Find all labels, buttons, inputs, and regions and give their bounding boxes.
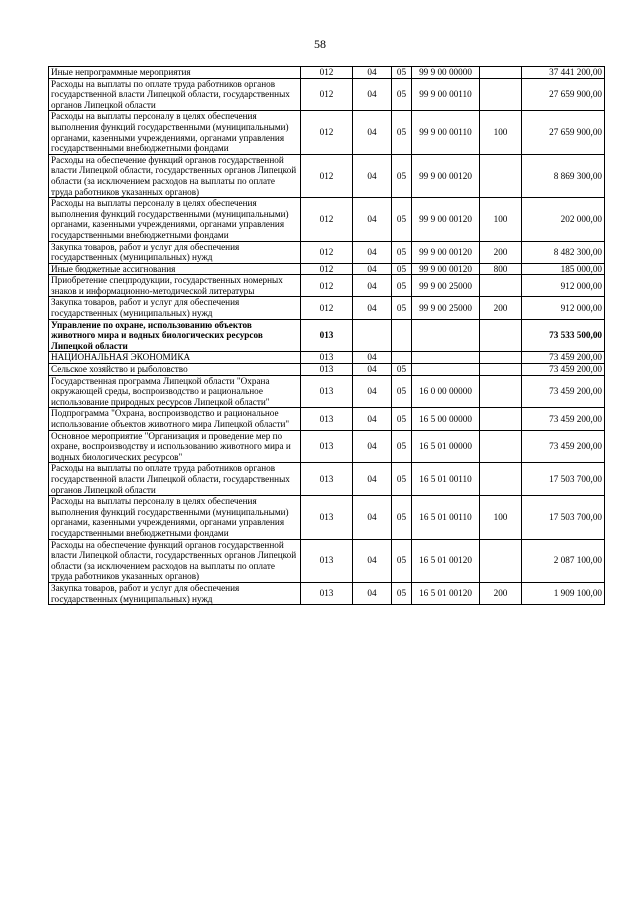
section-code: 04	[353, 67, 392, 79]
amount: 27 659 900,00	[522, 78, 605, 111]
subsection-code: 05	[392, 263, 412, 275]
expense-name: Приобретение спецпродукции, государственных номерных знаков и информационно-методической литературы	[49, 275, 301, 297]
section-code: 04	[353, 463, 392, 496]
amount: 37 441 200,00	[522, 67, 605, 79]
budget-table	[48, 66, 605, 605]
admin-code: 013	[301, 364, 353, 376]
admin-code: 012	[301, 198, 353, 241]
expense-type-code: 100	[480, 496, 522, 539]
amount: 73 459 200,00	[522, 408, 605, 430]
expense-name: Сельское хозяйство и рыболовство	[49, 364, 301, 376]
target-article-code: 99 9 00 25000	[412, 275, 480, 297]
amount: 912 000,00	[522, 275, 605, 297]
admin-code: 012	[301, 263, 353, 275]
table-row	[49, 263, 605, 275]
table-row	[49, 582, 605, 604]
section-code: 04	[353, 408, 392, 430]
expense-name: НАЦИОНАЛЬНАЯ ЭКОНОМИКА	[49, 352, 301, 364]
expense-name: Иные непрограммные мероприятия	[49, 67, 301, 79]
section-code: 04	[353, 241, 392, 263]
target-article-code: 99 9 00 00120	[412, 241, 480, 263]
expense-type-code	[480, 539, 522, 582]
table-row	[49, 154, 605, 197]
admin-code: 013	[301, 430, 353, 463]
expense-name: Расходы на выплаты персоналу в целях обеспечения выполнения функций государственными (муниципальными) органами, казенными учреждениями, органами управления государственными внебюджетными фондами	[49, 198, 301, 241]
subsection-code: 05	[392, 198, 412, 241]
expense-name: Закупка товаров, работ и услуг для обеспечения государственных (муниципальных) нужд	[49, 582, 301, 604]
expense-name: Основное мероприятие "Организация и проведение мер по охране, воспроизводству и использованию животного мира и водных биологических ресурсов"	[49, 430, 301, 463]
expense-type-code	[480, 275, 522, 297]
section-code: 04	[353, 275, 392, 297]
table-row	[49, 375, 605, 408]
amount: 73 533 500,00	[522, 319, 605, 352]
subsection-code: 05	[392, 111, 412, 154]
subsection-code: 05	[392, 582, 412, 604]
admin-code: 012	[301, 111, 353, 154]
expense-type-code: 100	[480, 198, 522, 241]
admin-code: 012	[301, 67, 353, 79]
subsection-code	[392, 319, 412, 352]
amount: 8 482 300,00	[522, 241, 605, 263]
amount: 8 869 300,00	[522, 154, 605, 197]
admin-code: 013	[301, 463, 353, 496]
table-row	[49, 241, 605, 263]
admin-code: 012	[301, 241, 353, 263]
amount: 73 459 200,00	[522, 375, 605, 408]
target-article-code: 16 5 01 00120	[412, 539, 480, 582]
expense-type-code: 200	[480, 582, 522, 604]
admin-code: 013	[301, 539, 353, 582]
table-row	[49, 198, 605, 241]
admin-code: 012	[301, 297, 353, 319]
target-article-code: 99 9 00 00120	[412, 263, 480, 275]
admin-code: 013	[301, 375, 353, 408]
section-code: 04	[353, 352, 392, 364]
expense-type-code	[480, 352, 522, 364]
table-row	[49, 364, 605, 376]
expense-name: Управление по охране, использованию объектов животного мира и водных биологических ресурсов Липецкой области	[49, 319, 301, 352]
section-code: 04	[353, 78, 392, 111]
expense-name: Расходы на обеспечение функций органов государственной власти Липецкой области, государственных органов Липецкой области (за исключением расходов на выплаты по оплате труда работников указанных органов)	[49, 539, 301, 582]
admin-code: 012	[301, 154, 353, 197]
target-article-code: 16 0 00 00000	[412, 375, 480, 408]
amount: 17 503 700,00	[522, 463, 605, 496]
subsection-code: 05	[392, 241, 412, 263]
section-code: 04	[353, 263, 392, 275]
expense-type-code	[480, 78, 522, 111]
section-code: 04	[353, 111, 392, 154]
section-code: 04	[353, 297, 392, 319]
subsection-code: 05	[392, 67, 412, 79]
expense-name: Расходы на выплаты по оплате труда работников органов государственной власти Липецкой области, государственных органов Липецкой области	[49, 463, 301, 496]
amount: 73 459 200,00	[522, 364, 605, 376]
expense-name: Расходы на выплаты персоналу в целях обеспечения выполнения функций государственными (муниципальными) органами, казенными учреждениями, органами управления государственными внебюджетными фондами	[49, 111, 301, 154]
subsection-code: 05	[392, 408, 412, 430]
expense-type-code	[480, 319, 522, 352]
expense-type-code	[480, 463, 522, 496]
table-row	[49, 430, 605, 463]
amount: 202 000,00	[522, 198, 605, 241]
amount: 1 909 100,00	[522, 582, 605, 604]
admin-code: 013	[301, 352, 353, 364]
section-code	[353, 319, 392, 352]
section-code: 04	[353, 375, 392, 408]
admin-code: 013	[301, 319, 353, 352]
expense-name: Государственная программа Липецкой области "Охрана окружающей среды, воспроизводство и рациональное использование природных ресурсов Липецкой области"	[49, 375, 301, 408]
subsection-code: 05	[392, 496, 412, 539]
admin-code: 012	[301, 275, 353, 297]
section-code: 04	[353, 198, 392, 241]
expense-type-code	[480, 364, 522, 376]
amount: 27 659 900,00	[522, 111, 605, 154]
subsection-code: 05	[392, 463, 412, 496]
amount: 73 459 200,00	[522, 352, 605, 364]
expense-type-code: 200	[480, 297, 522, 319]
target-article-code: 16 5 01 00000	[412, 430, 480, 463]
page-number: 58	[314, 37, 326, 51]
amount: 73 459 200,00	[522, 430, 605, 463]
expense-name: Закупка товаров, работ и услуг для обеспечения государственных (муниципальных) нужд	[49, 241, 301, 263]
section-code: 04	[353, 154, 392, 197]
section-code: 04	[353, 496, 392, 539]
expense-name: Расходы на выплаты по оплате труда работников органов государственной власти Липецкой области, государственных органов Липецкой области	[49, 78, 301, 111]
table-row	[49, 539, 605, 582]
target-article-code: 16 5 01 00110	[412, 496, 480, 539]
subsection-code: 05	[392, 154, 412, 197]
table-row	[49, 319, 605, 352]
table-row	[49, 67, 605, 79]
table-row	[49, 408, 605, 430]
amount: 17 503 700,00	[522, 496, 605, 539]
expense-type-code: 200	[480, 241, 522, 263]
target-article-code: 99 9 00 00120	[412, 154, 480, 197]
subsection-code: 05	[392, 297, 412, 319]
subsection-code	[392, 352, 412, 364]
admin-code: 013	[301, 582, 353, 604]
expense-type-code	[480, 375, 522, 408]
expense-name: Расходы на обеспечение функций органов государственной власти Липецкой области, государственных органов Липецкой области (за исключением расходов на выплаты по оплате труда работников указанных органов)	[49, 154, 301, 197]
table-row	[49, 463, 605, 496]
expense-type-code	[480, 67, 522, 79]
expense-type-code: 800	[480, 263, 522, 275]
amount: 2 087 100,00	[522, 539, 605, 582]
table-row	[49, 297, 605, 319]
expense-type-code	[480, 154, 522, 197]
admin-code: 013	[301, 408, 353, 430]
target-article-code: 99 9 00 00000	[412, 67, 480, 79]
target-article-code	[412, 352, 480, 364]
expense-type-code: 100	[480, 111, 522, 154]
target-article-code: 99 9 00 00110	[412, 78, 480, 111]
target-article-code: 16 5 00 00000	[412, 408, 480, 430]
budget-rows	[49, 67, 605, 605]
section-code: 04	[353, 539, 392, 582]
expense-type-code	[480, 408, 522, 430]
target-article-code: 16 5 01 00120	[412, 582, 480, 604]
target-article-code: 16 5 01 00110	[412, 463, 480, 496]
expense-name: Подпрограмма "Охрана, воспроизводство и рациональное использование объектов животного мира Липецкой области"	[49, 408, 301, 430]
subsection-code: 05	[392, 375, 412, 408]
target-article-code: 99 9 00 00120	[412, 198, 480, 241]
target-article-code	[412, 364, 480, 376]
table-row	[49, 496, 605, 539]
subsection-code: 05	[392, 78, 412, 111]
subsection-code: 05	[392, 275, 412, 297]
table-row	[49, 352, 605, 364]
amount: 912 000,00	[522, 297, 605, 319]
section-code: 04	[353, 430, 392, 463]
expense-type-code	[480, 430, 522, 463]
target-article-code	[412, 319, 480, 352]
subsection-code: 05	[392, 430, 412, 463]
subsection-code: 05	[392, 364, 412, 376]
table-row	[49, 78, 605, 111]
table-row	[49, 275, 605, 297]
section-code: 04	[353, 364, 392, 376]
target-article-code: 99 9 00 00110	[412, 111, 480, 154]
amount: 185 000,00	[522, 263, 605, 275]
section-code: 04	[353, 582, 392, 604]
expense-name: Расходы на выплаты персоналу в целях обеспечения выполнения функций государственными (муниципальными) органами, казенными учреждениями, органами управления государственными внебюджетными фондами	[49, 496, 301, 539]
table-row	[49, 111, 605, 154]
expense-name: Иные бюджетные ассигнования	[49, 263, 301, 275]
target-article-code: 99 9 00 25000	[412, 297, 480, 319]
admin-code: 013	[301, 496, 353, 539]
subsection-code: 05	[392, 539, 412, 582]
expense-name: Закупка товаров, работ и услуг для обеспечения государственных (муниципальных) нужд	[49, 297, 301, 319]
admin-code: 012	[301, 78, 353, 111]
